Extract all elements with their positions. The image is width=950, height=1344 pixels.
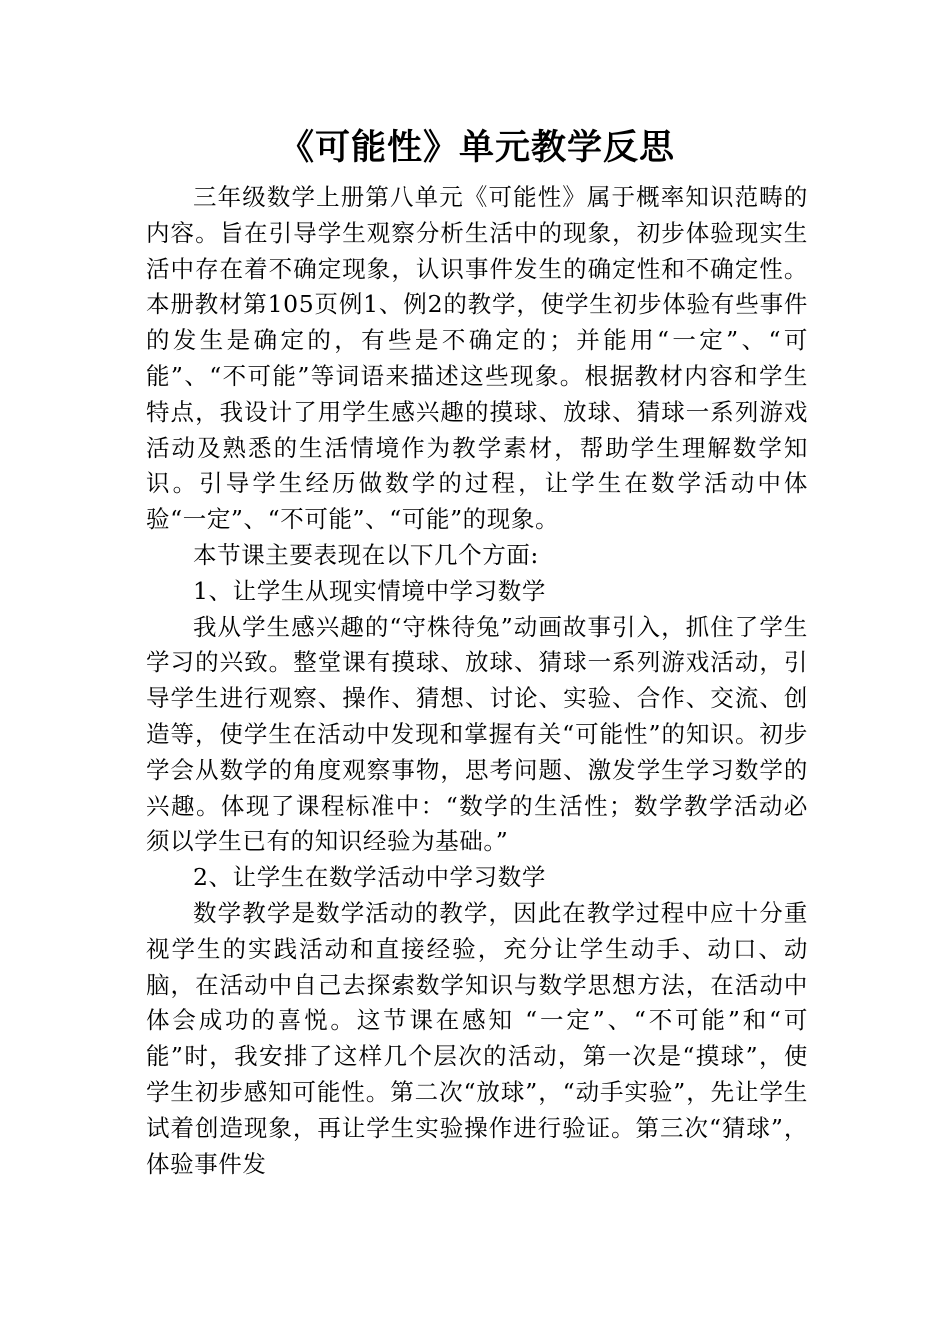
paragraph-intro: 三年级数学上册第八单元《可能性》属于概率知识范畴的内容。旨在引导学生观察分析生活中的现象，初步体验现实生活中存在着不确定现象，认识事件发生的确定性和不确定性。本册教材第105页例1、例2的教学，使学生初步体验有些事件的发生是确定的，有些是不确定的；并能用“一定”、“可能”、“不可能”等词语来描述这些现象。根据教材内容和学生特点，我设计了用学生感兴趣的摸球、放球、猜球一系列游戏活动及熟悉的生活情境作为教学素材，帮助学生理解数学知识。引导学生经历做数学的过程，让学生在数学活动中体验“一定”、“不可能”、“可能”的现象。 [146, 183, 808, 534]
section-heading-2: 2、让学生在数学活动中学习数学 [193, 863, 546, 892]
paragraph-section-2: 数学教学是数学活动的教学，因此在教学过程中应十分重视学生的实践活动和直接经验，充分让学生动手、动口、动脑，在活动中自己去探索数学知识与数学思想方法，在活动中体会成功的喜悦。这节课在感知 “一定”、“不可能”和“可能”时，我安排了这样几个层次的活动，第一次是“摸球”，使学生初步感知可能性。第二次“放球”，“动手实验”，先让学生试着创造现象，再让学生实验操作进行验证。第三次“猜球”，体验事件发 [146, 898, 808, 1178]
section-heading-1: 1、让学生从现实情境中学习数学 [193, 576, 546, 605]
paragraph-section-1: 我从学生感兴趣的“守株待兔”动画故事引入，抓住了学生学习的兴致。整堂课有摸球、放球、猜球一系列游戏活动，引导学生进行观察、操作、猜想、讨论、实验、合作、交流、创造等，使学生在活动中发现和掌握有关“可能性”的知识。初步学会从数学的角度观察事物，思考问题、激发学生学习数学的兴趣。体现了课程标准中：“数学的生活性；数学教学活动必须以学生已有的知识经验为基础。” [146, 612, 808, 856]
paragraph-overview: 本节课主要表现在以下几个方面: [193, 540, 539, 569]
document-page [146, 118, 808, 1182]
document-title: 《可能性》单元教学反思 [278, 128, 675, 168]
